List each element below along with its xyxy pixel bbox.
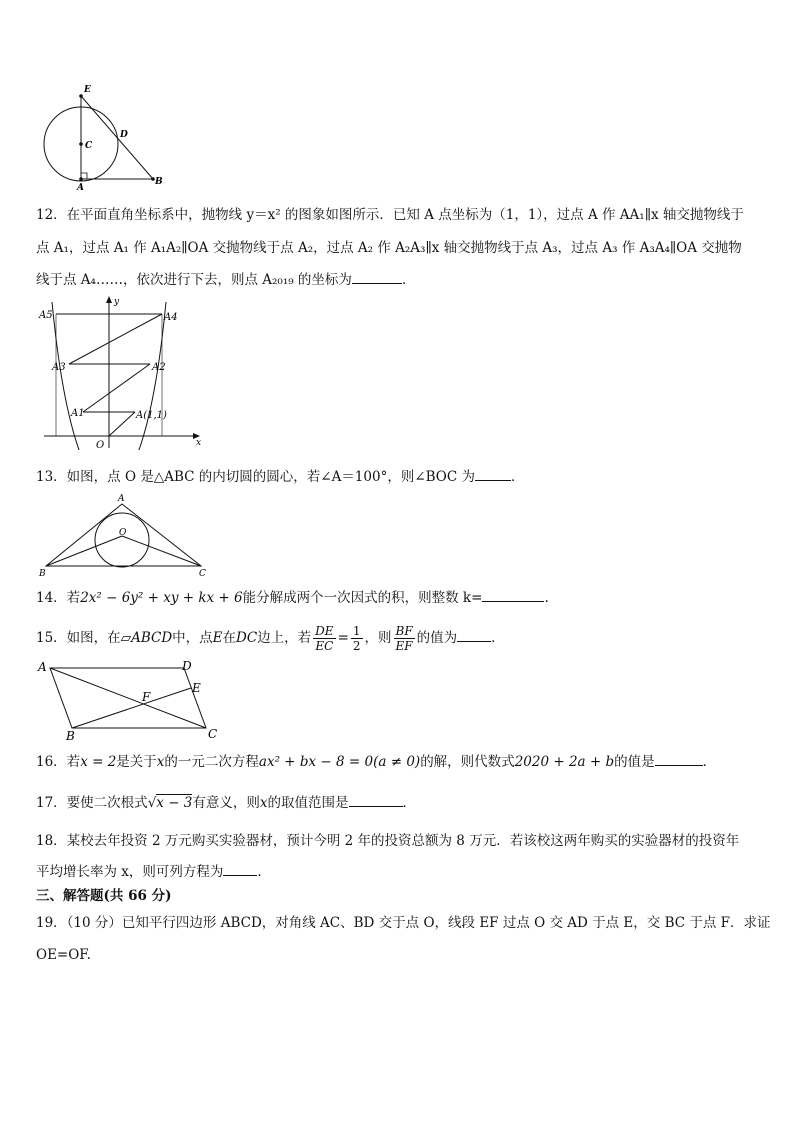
segment-oc	[122, 536, 201, 566]
question-13: 13．如图，点 O 是△ABC 的内切圆的圆心，若∠A＝100°，则∠BOC 为 ．	[36, 462, 760, 492]
question-18-line-2: 平均增长率为 x，则可列方程为 ．	[36, 857, 760, 887]
answer-blank[interactable]	[352, 269, 402, 284]
label-d: D	[182, 659, 192, 673]
question-19-line-2: OE=OF.	[36, 947, 91, 963]
radical-sign: √	[147, 795, 157, 811]
label-a: A	[77, 183, 84, 192]
segment-ob	[46, 536, 122, 566]
parallelogram-figure	[36, 658, 226, 740]
label-a2: A2	[152, 362, 166, 373]
point-a	[79, 177, 83, 181]
parabola-figure	[36, 292, 211, 450]
question-17: 17．要使二次根式√x − 3有意义，则x的取值范围是 ．	[36, 788, 760, 818]
question-14: 14．若2x² − 6y² + xy + kx + 6能分解成两个一次因式的积，则整数 k= .	[36, 583, 760, 613]
question-18-line-1: 18．某校去年投资 2 万元购买实验器材，预计今明 2 年的投资总额为 8 万元．若该校这两年购买的实验器材的投资年	[36, 833, 740, 849]
point-c	[79, 142, 83, 146]
segment-be	[72, 688, 191, 728]
label-a: A(1,1)	[136, 410, 167, 421]
segment-a3-a4	[69, 314, 162, 364]
label-a5: A5	[39, 310, 53, 321]
label-o: O	[119, 528, 127, 538]
answer-blank[interactable]	[457, 627, 491, 642]
question-19-line-1: 19．（10 分）已知平行四边形 ABCD，对角线 AC、BD 交于点 O，线段 EF 过点 O 交 AD 于点 E，交 BC 于点 F．求证	[36, 915, 771, 931]
label-c: C	[199, 569, 206, 579]
label-d: D	[120, 130, 128, 140]
label-a1: A1	[71, 408, 85, 419]
y-axis-arrow	[106, 296, 112, 303]
label-b: B	[39, 569, 46, 579]
segment-a1-a2	[83, 364, 150, 412]
question-12-line-3: 线于点 A₄……，依次进行下去，则点 A₂₀₁₉ 的坐标为 ．	[36, 265, 760, 295]
segment-ac	[50, 668, 206, 728]
square-root: √x − 3	[147, 795, 193, 811]
label-a: A	[118, 494, 125, 504]
section-heading: 三、解答题(共 66 分)	[36, 888, 172, 904]
label-o: O	[96, 440, 105, 450]
point-e	[79, 94, 83, 98]
incircle	[95, 513, 149, 567]
answer-blank[interactable]	[223, 861, 257, 876]
label-c: C	[85, 141, 93, 151]
label-f: F	[142, 690, 151, 704]
question-16: 16．若x = 2是关于x的一元二次方程ax² + bx − 8 = 0(a ≠ 0)的解，则代数式2020 + 2a + b的值是 ．	[36, 747, 760, 777]
label-x: x	[196, 438, 202, 448]
answer-blank[interactable]	[482, 587, 544, 602]
answer-blank[interactable]	[349, 792, 403, 807]
line-eb	[81, 96, 153, 179]
label-a3: A3	[52, 362, 66, 373]
label-b: B	[66, 729, 75, 740]
triangle-incircle-figure	[36, 490, 216, 580]
label-c: C	[208, 727, 218, 740]
fraction-bf-ef: $\frac{BF}{EF}$	[395, 624, 413, 653]
fraction-de-ec: $\frac{DE}{EC}$	[315, 624, 334, 653]
label-b: B	[155, 177, 163, 187]
circle-tangent-figure	[36, 82, 176, 192]
question-15: 15．如图，在▱ABCD中，点E在DC边上，若 $\frac{DE}{EC}$ = $\frac{1}{2}$ ，则 $\frac{BF}{EF}$ 的值为 ．	[36, 624, 505, 653]
label-e: E	[84, 85, 91, 95]
answer-blank[interactable]	[475, 466, 511, 481]
fraction-one-half: $\frac{1}{2}$	[352, 624, 361, 653]
label-e: E	[192, 681, 201, 695]
label-a4: A4	[164, 312, 178, 323]
segment-o-a	[109, 412, 135, 436]
question-12-line-2: 点 A₁，过点 A₁ 作 A₁A₂∥OA 交抛物线于点 A₂，过点 A₂ 作 A₂A₃∥x 轴交抛物线于点 A₃，过点 A₃ 作 A₃A₄∥OA 交抛物	[36, 240, 742, 256]
answer-blank[interactable]	[655, 751, 703, 766]
question-12-line-1: 12．在平面直角坐标系中，抛物线 y＝x² 的图象如图所示．已知 A 点坐标为（1，1），过点 A 作 AA₁∥x 轴交抛物线于	[36, 207, 744, 223]
label-y: y	[114, 297, 120, 307]
label-a: A	[38, 660, 47, 674]
